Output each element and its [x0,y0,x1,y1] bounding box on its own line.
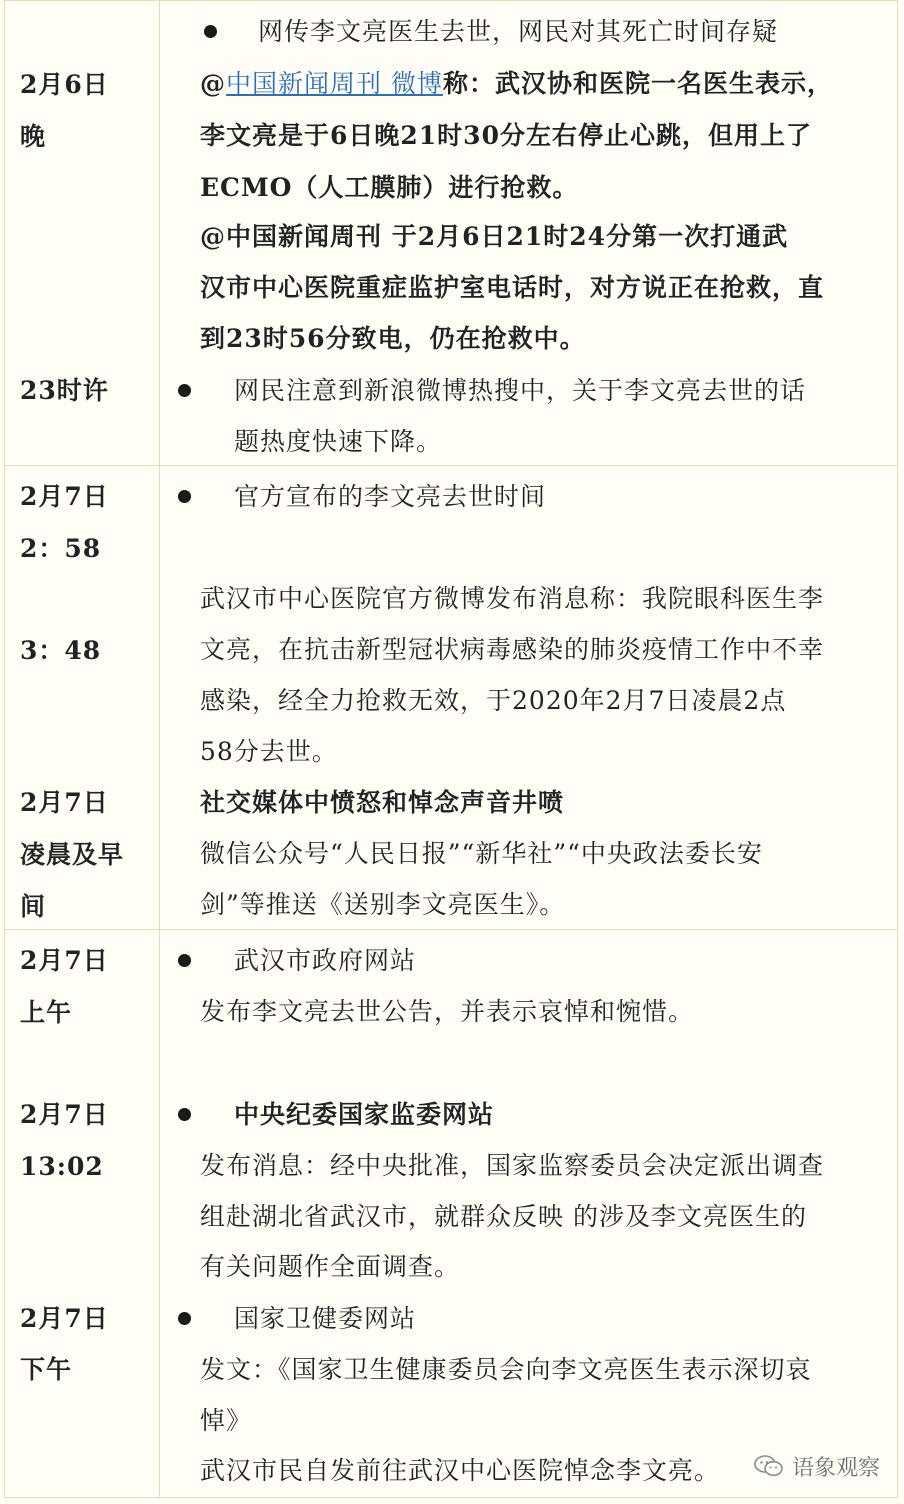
entry-text: 感染，经全力抢救无效，于2020年2月7日凌晨2点 [200,686,787,715]
entry-date: 2月6日 [20,70,109,99]
entry-date: 2月7日 [20,482,109,511]
entry-date: 间 [20,892,47,921]
entry-heading: 网民注意到新浪微博热搜中，关于李文亮去世的话 [234,376,807,405]
entry-text: 微信公众号“人民日报”“新华社”“中央政法委长安 [200,839,763,868]
entry-heading: 中央纪委国家监委网站 [234,1100,495,1129]
entry-text: 剑”等推送《送别李文亮医生》。 [200,890,566,919]
entry-text: 到23时56分致电，仍在抢救中。 [200,324,586,353]
entry-heading: 社交媒体中愤怒和悼念声音井喷 [200,788,565,817]
entry-date: 3：48 [20,636,102,665]
entry-text: 武汉市民自发前往武汉中心医院悼念李文亮。 [200,1456,721,1485]
entry-date: 下午 [20,1355,73,1384]
bullet-icon [178,1312,191,1325]
column-separator [159,1,160,465]
bullet-icon [178,954,191,967]
entry-text: 武汉市中心医院官方微博发布消息称：我院眼科医生李 [200,584,825,613]
entry-date: 13:02 [20,1152,104,1181]
entry-text: @中国新闻周刊 于2月6日21时24分第一次打通武 [200,222,789,251]
entry-date: 2月7日 [20,788,109,817]
entry-text: 汉市中心医院重症监护室电话时，对方说正在抢救，直 [200,273,825,302]
entry-text: 58分去世。 [200,737,338,766]
column-separator [159,466,160,929]
entry-text [200,69,833,99]
wechat-icon [754,1455,784,1477]
bullet-icon [178,490,191,503]
bullet-icon [204,25,217,38]
entry-text: 发布李文亮去世公告，并表示哀悼和惋惜。 [200,997,695,1026]
entry-date: 2月7日 [20,1100,109,1129]
entry-date: 凌晨及早 [20,840,125,869]
entry-date: 23时许 [20,376,109,405]
entry-text: ECMO（人工膜肺）进行抢救。 [200,173,579,202]
entry-date: 2月7日 [20,946,109,975]
entry-heading: 武汉市政府网站 [234,946,417,975]
column-separator [159,930,160,1497]
at-prefix: @ [200,69,226,98]
bullet-icon [178,1108,191,1121]
entry-heading: 官方宣布的李文亮去世时间 [234,482,547,511]
entry-text: 发布消息：经中央批准，国家监察委员会决定派出调查 [200,1151,825,1180]
entry-date: 上午 [20,998,73,1027]
entry-text: 发文：《国家卫生健康委员会向李文亮医生表示深切哀 [200,1355,812,1384]
entry-text-tail: 称：武汉协和医院一名医生表示， [442,69,833,98]
entry-date: 晚 [20,122,47,151]
watermark-text: 语象观察 [791,1455,880,1481]
watermark [754,1446,880,1486]
bullet-icon [178,384,191,397]
entry-text: 有关问题作全面调查。 [200,1252,461,1281]
entry-heading: 国家卫健委网站 [234,1304,417,1333]
entry-date: 2：58 [20,534,102,563]
weibo-link[interactable]: 中国新闻周刊 微博 [226,69,443,98]
entry-heading: 题热度快速下降。 [234,427,443,456]
entry-text: 悼》 [200,1406,253,1435]
entry-heading: 网传李文亮医生去世，网民对其死亡时间存疑 [258,17,779,46]
entry-date: 2月7日 [20,1304,109,1333]
entry-text: 组赴湖北省武汉市，就群众反映 的涉及李文亮医生的 [200,1202,807,1231]
entry-text: 李文亮是于6日晚21时30分左右停止心跳，但用上了 [200,121,812,150]
entry-text: 文亮，在抗击新型冠状病毒感染的肺炎疫情工作中不幸 [200,635,825,664]
